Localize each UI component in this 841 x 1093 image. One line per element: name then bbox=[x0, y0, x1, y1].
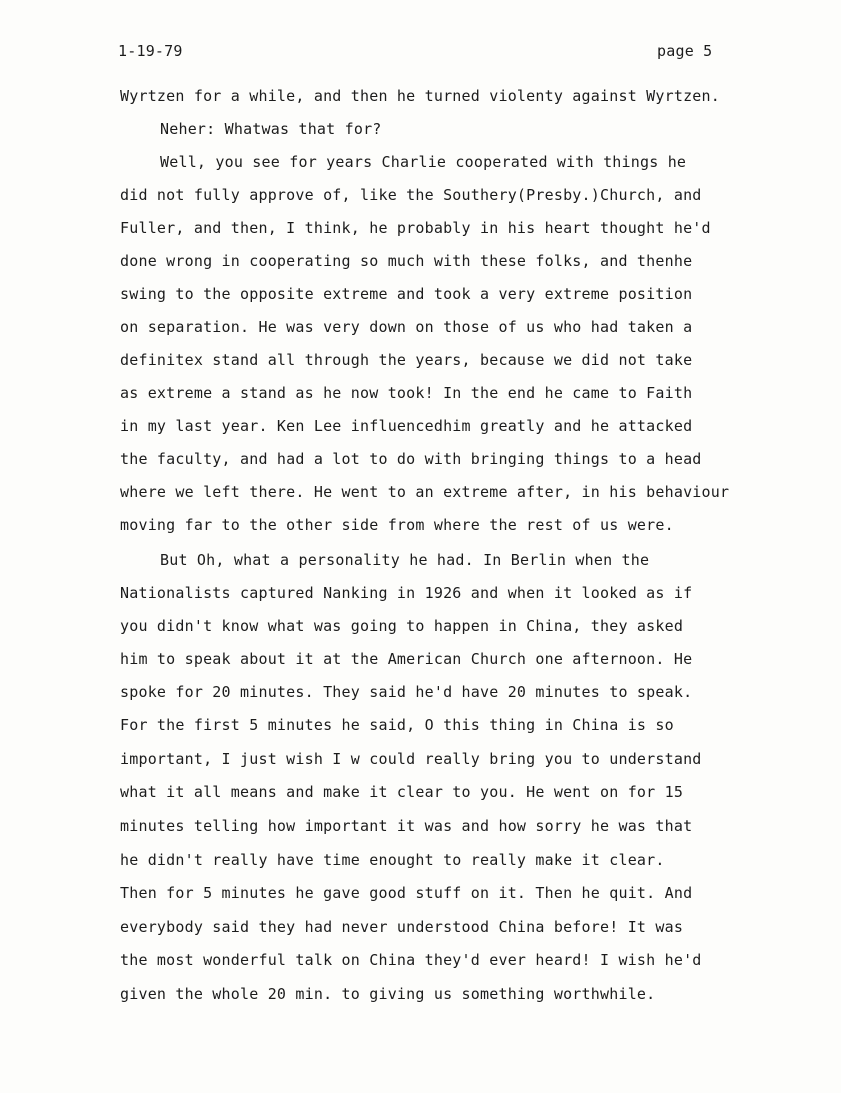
text-line: Fuller, and then, I think, he probably in his heart thought he'd bbox=[120, 219, 711, 237]
text-line: in my last year. Ken Lee influencedhim greatly and he attacked bbox=[120, 417, 693, 435]
text-line: For the first 5 minutes he said, O this thing in China is so bbox=[120, 716, 674, 734]
text-line: you didn't know what was going to happen in China, they asked bbox=[120, 617, 684, 635]
text-line: But Oh, what a personality he had. In Berlin when the bbox=[160, 551, 650, 569]
page-number: page 5 bbox=[657, 42, 713, 60]
text-line: where we left there. He went to an extreme after, in his behaviour bbox=[120, 483, 730, 501]
text-line: did not fully approve of, like the Southery(Presby.)Church, and bbox=[120, 186, 702, 204]
text-line: the most wonderful talk on China they'd ever heard! I wish he'd bbox=[120, 951, 702, 969]
text-line: Wyrtzen for a while, and then he turned violenty against Wyrtzen. bbox=[120, 87, 720, 105]
text-line: minutes telling how important it was and how sorry he was that bbox=[120, 817, 693, 835]
text-line: Then for 5 minutes he gave good stuff on it. Then he quit. And bbox=[120, 884, 693, 902]
text-line: Nationalists captured Nanking in 1926 and when it looked as if bbox=[120, 584, 693, 602]
text-line: Neher: Whatwas that for? bbox=[160, 120, 382, 138]
text-line: on separation. He was very down on those of us who had taken a bbox=[120, 318, 693, 336]
text-line: him to speak about it at the American Church one afternoon. He bbox=[120, 650, 693, 668]
text-line: everybody said they had never understood China before! It was bbox=[120, 918, 684, 936]
text-line: given the whole 20 min. to giving us something worthwhile. bbox=[120, 985, 656, 1003]
text-line: moving far to the other side from where the rest of us were. bbox=[120, 516, 674, 534]
text-line: swing to the opposite extreme and took a very extreme position bbox=[120, 285, 693, 303]
text-line: done wrong in cooperating so much with these folks, and thenhe bbox=[120, 252, 693, 270]
text-line: he didn't really have time enought to really make it clear. bbox=[120, 851, 665, 869]
header-date: 1-19-79 bbox=[118, 42, 183, 60]
text-line: the faculty, and had a lot to do with bringing things to a head bbox=[120, 450, 702, 468]
text-line: important, I just wish I w could really bring you to understand bbox=[120, 750, 702, 768]
text-line: as extreme a stand as he now took! In the end he came to Faith bbox=[120, 384, 693, 402]
text-line: Well, you see for years Charlie cooperated with things he bbox=[160, 153, 687, 171]
text-line: what it all means and make it clear to you. He went on for 15 bbox=[120, 783, 684, 801]
text-line: spoke for 20 minutes. They said he'd have 20 minutes to speak. bbox=[120, 683, 693, 701]
text-line: definitex stand all through the years, because we did not take bbox=[120, 351, 693, 369]
